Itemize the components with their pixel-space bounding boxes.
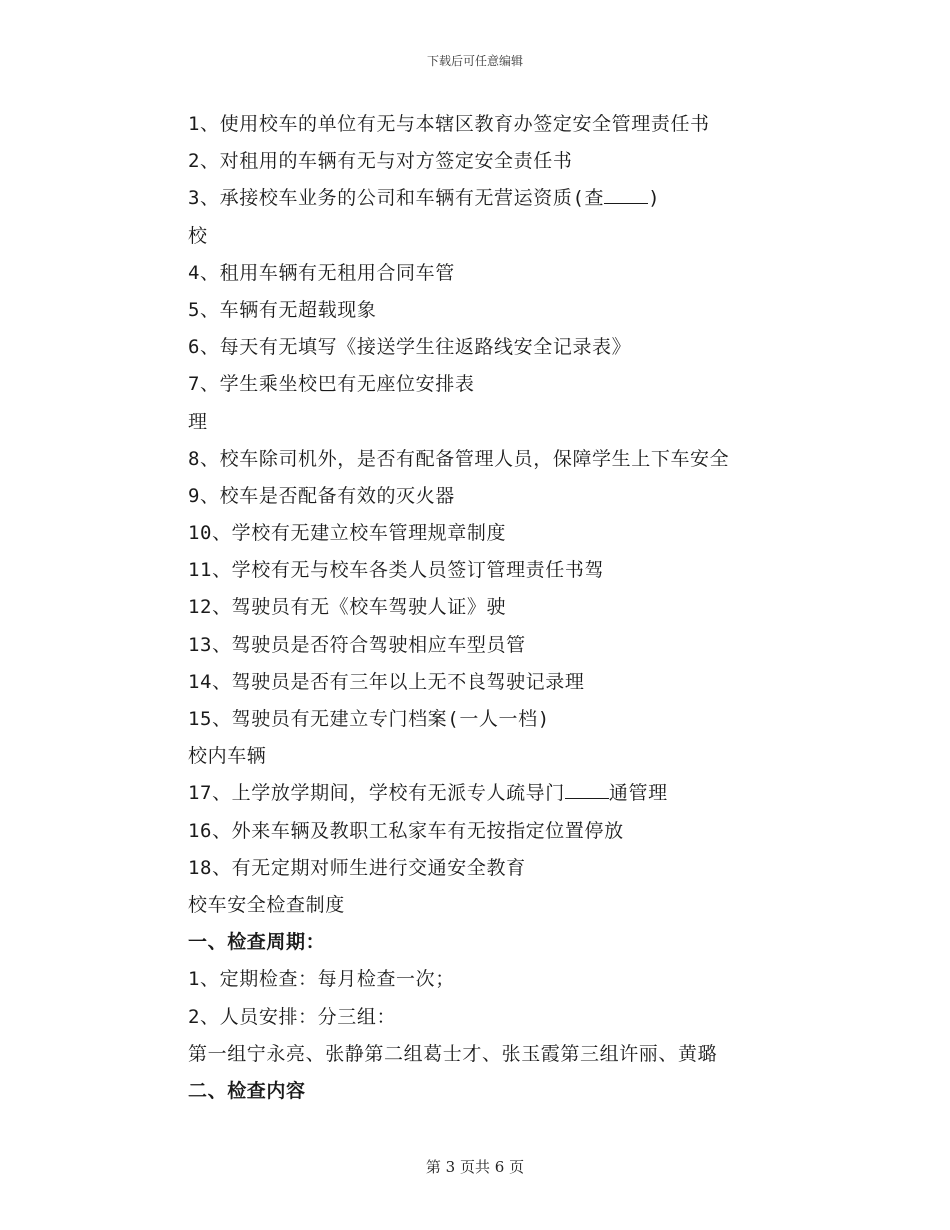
line-text: 5、车辆有无超载现象 — [188, 298, 377, 321]
line-text: 13、驾驶员是否符合驾驶相应车型员管 — [188, 633, 526, 656]
document-line — [188, 478, 908, 515]
line-text: 理 — [188, 410, 208, 433]
line-text: 2、人员安排：分三组： — [188, 1005, 397, 1028]
document-line — [188, 1036, 908, 1073]
line-text: 14、驾驶员是否有三年以上无不良驾驶记录理 — [188, 670, 585, 693]
line-text: 校 — [188, 224, 208, 247]
line-text: 15、驾驶员有无建立专门档案(一人一档) — [188, 708, 550, 730]
document-line — [188, 775, 908, 812]
line-text: 18、有无定期对师生进行交通安全教育 — [188, 856, 526, 879]
document-line — [188, 924, 908, 961]
document-line — [188, 887, 908, 924]
document-line — [188, 1073, 908, 1110]
page-header: 下载后可任意编辑 — [426, 54, 523, 68]
document-line — [188, 850, 908, 887]
line-text: 11、学校有无与校车各类人员签订管理责任书驾 — [188, 559, 605, 582]
document-line — [188, 813, 908, 850]
document-line — [188, 329, 908, 366]
line-text: 6、每天有无填写《接送学生往返路线安全记录表》 — [188, 336, 632, 359]
document-body — [188, 106, 908, 1110]
line-text: 校车安全检查制度 — [188, 893, 345, 916]
document-line — [188, 441, 908, 478]
fill-in-blank — [604, 181, 648, 204]
document-line — [188, 404, 908, 441]
document-line — [188, 366, 908, 403]
line-text: 1、定期检查：每月检查一次； — [188, 968, 455, 991]
line-text: 一、检查周期： — [188, 931, 326, 954]
line-text: 校内车辆 — [188, 745, 267, 768]
document-line — [188, 664, 908, 701]
document-line — [188, 180, 908, 217]
line-text: 10、学校有无建立校车管理规章制度 — [188, 522, 507, 545]
document-line — [188, 292, 908, 329]
line-text: 2、对租用的车辆有无与对方签定安全责任书 — [188, 150, 573, 173]
line-text: 二、检查内容 — [188, 1079, 306, 1102]
document-line — [188, 738, 908, 775]
document-line — [188, 701, 908, 738]
document-line — [188, 961, 908, 998]
line-text: 12、驾驶员有无《校车驾驶人证》驶 — [188, 596, 507, 619]
line-text: 1、使用校车的单位有无与本辖区教育办签定安全管理责任书 — [188, 113, 710, 135]
line-text-after-blank: ) — [648, 187, 661, 210]
line-text: 17、上学放学期间，学校有无派专人疏导门 — [188, 782, 565, 805]
fill-in-blank — [565, 776, 609, 799]
document-line — [188, 627, 908, 664]
line-text: 16、外来车辆及教职工私家车有无按指定位置停放 — [188, 819, 624, 842]
line-text-after-blank: 通管理 — [608, 782, 668, 805]
document-line — [188, 218, 908, 255]
document-line — [188, 143, 908, 180]
line-text: 第一组宁永亮、张静第二组葛士才、张玉霞第三组许丽、黄璐 — [188, 1042, 718, 1065]
document-line — [188, 106, 908, 143]
document-line — [188, 515, 908, 552]
line-text: 9、校车是否配备有效的灭火器 — [188, 484, 455, 507]
document-line — [188, 255, 908, 292]
line-text: 8、校车除司机外，是否有配备管理人员，保障学生上下车安全 — [188, 447, 730, 470]
line-text: 7、学生乘坐校巴有无座位安排表 — [188, 373, 475, 396]
document-line — [188, 589, 908, 626]
document-line — [188, 999, 908, 1036]
document-line — [188, 552, 908, 589]
line-text: 4、租用车辆有无租用合同车管 — [188, 261, 455, 284]
page-footer: 第 3 页共 6 页 — [425, 1158, 525, 1176]
line-text: 3、承接校车业务的公司和车辆有无营运资质(查 — [188, 187, 605, 210]
